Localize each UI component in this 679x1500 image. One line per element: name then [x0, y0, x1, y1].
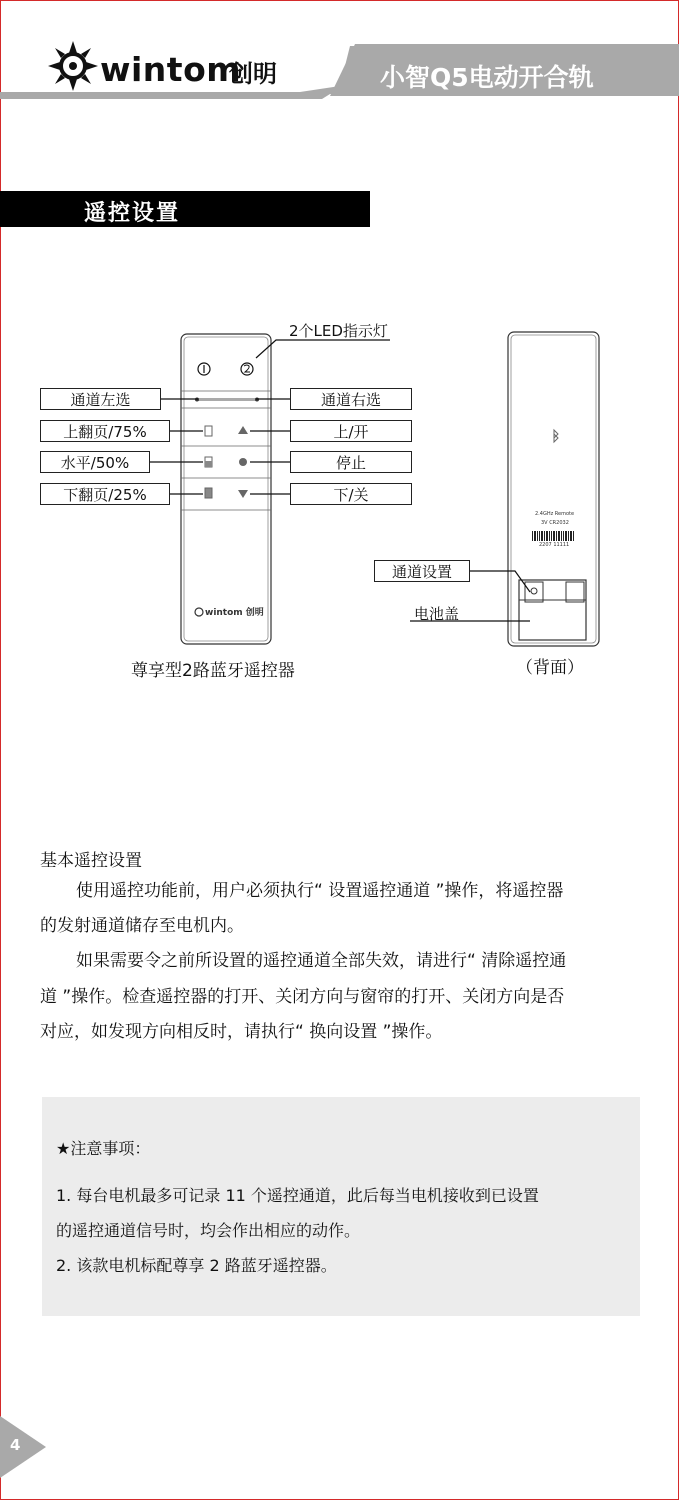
section-bar [0, 191, 370, 227]
remote-brand-mark: wintom 创明 [205, 608, 264, 618]
brand-cn: 创明 [229, 60, 277, 88]
basic-p1-line2: 的发射通道储存至电机内。 [40, 916, 244, 936]
front-caption: 尊享型2路蓝牙遥控器 [131, 661, 295, 681]
page-number: 4 [10, 1436, 21, 1454]
page-tab [0, 1414, 50, 1480]
notes-item-1-line2: 的遥控通道信号时，均会作出相应的动作。 [56, 1221, 361, 1240]
back-remote-body [508, 332, 599, 646]
basic-title: 基本遥控设置 [40, 851, 142, 871]
led-label: 2个LED指示灯 [289, 322, 388, 340]
notes-item-1-line1: 1. 每台电机最多可记录 11 个遥控通道，此后每当电机接收到已设置 [56, 1186, 539, 1205]
back-caption: （背面） [516, 658, 584, 678]
stop-dot-icon [239, 458, 247, 466]
sun-logo-icon [48, 41, 98, 91]
front-remote-body [181, 334, 271, 644]
notes-box [42, 1097, 640, 1316]
label-channel-left: 通道左选 [40, 388, 161, 410]
label-down-close: 下/关 [290, 483, 412, 505]
notes-title: ★注意事项： [56, 1139, 151, 1158]
barcode-number: 2207 11111 [539, 542, 570, 548]
sticker-line-2: 3V CR2032 [541, 520, 569, 526]
label-up-open: 上/开 [290, 420, 412, 442]
tilt-25-icon [205, 488, 212, 498]
label-channel-right: 通道右选 [290, 388, 412, 410]
label-tilt-up-75: 上翻页/75% [40, 420, 170, 442]
sticker-line-1: 2.4GHz Remote [535, 511, 575, 517]
label-stop: 停止 [290, 451, 412, 473]
basic-p2-line1: 如果需要令之前所设置的遥控通道全部失效，请进行“ 清除遥控通 [76, 951, 567, 971]
label-level-50: 水平/50% [40, 451, 150, 473]
label-tilt-down-25: 下翻页/25% [40, 483, 170, 505]
product-model-title: 小智Q5电动开合轨 [380, 63, 594, 92]
label-battery-cover: 电池盖 [414, 605, 460, 623]
basic-p1-line1: 使用遥控功能前，用户必须执行“ 设置遥控通道 ”操作，将遥控器 [76, 881, 564, 901]
notes-item-2: 2. 该款电机标配尊享 2 路蓝牙遥控器。 [56, 1256, 337, 1275]
label-channel-set: 通道设置 [374, 560, 470, 582]
section-title: 遥控设置 [84, 201, 181, 226]
basic-p2-line3: 对应，如发现方向相反时，请执行“ 换向设置 ”操作。 [40, 1022, 443, 1042]
brand-name: wintom [100, 50, 242, 89]
basic-p2-line2: 道 ”操作。检查遥控器的打开、关闭方向与窗帘的打开、关闭方向是否 [40, 987, 565, 1007]
